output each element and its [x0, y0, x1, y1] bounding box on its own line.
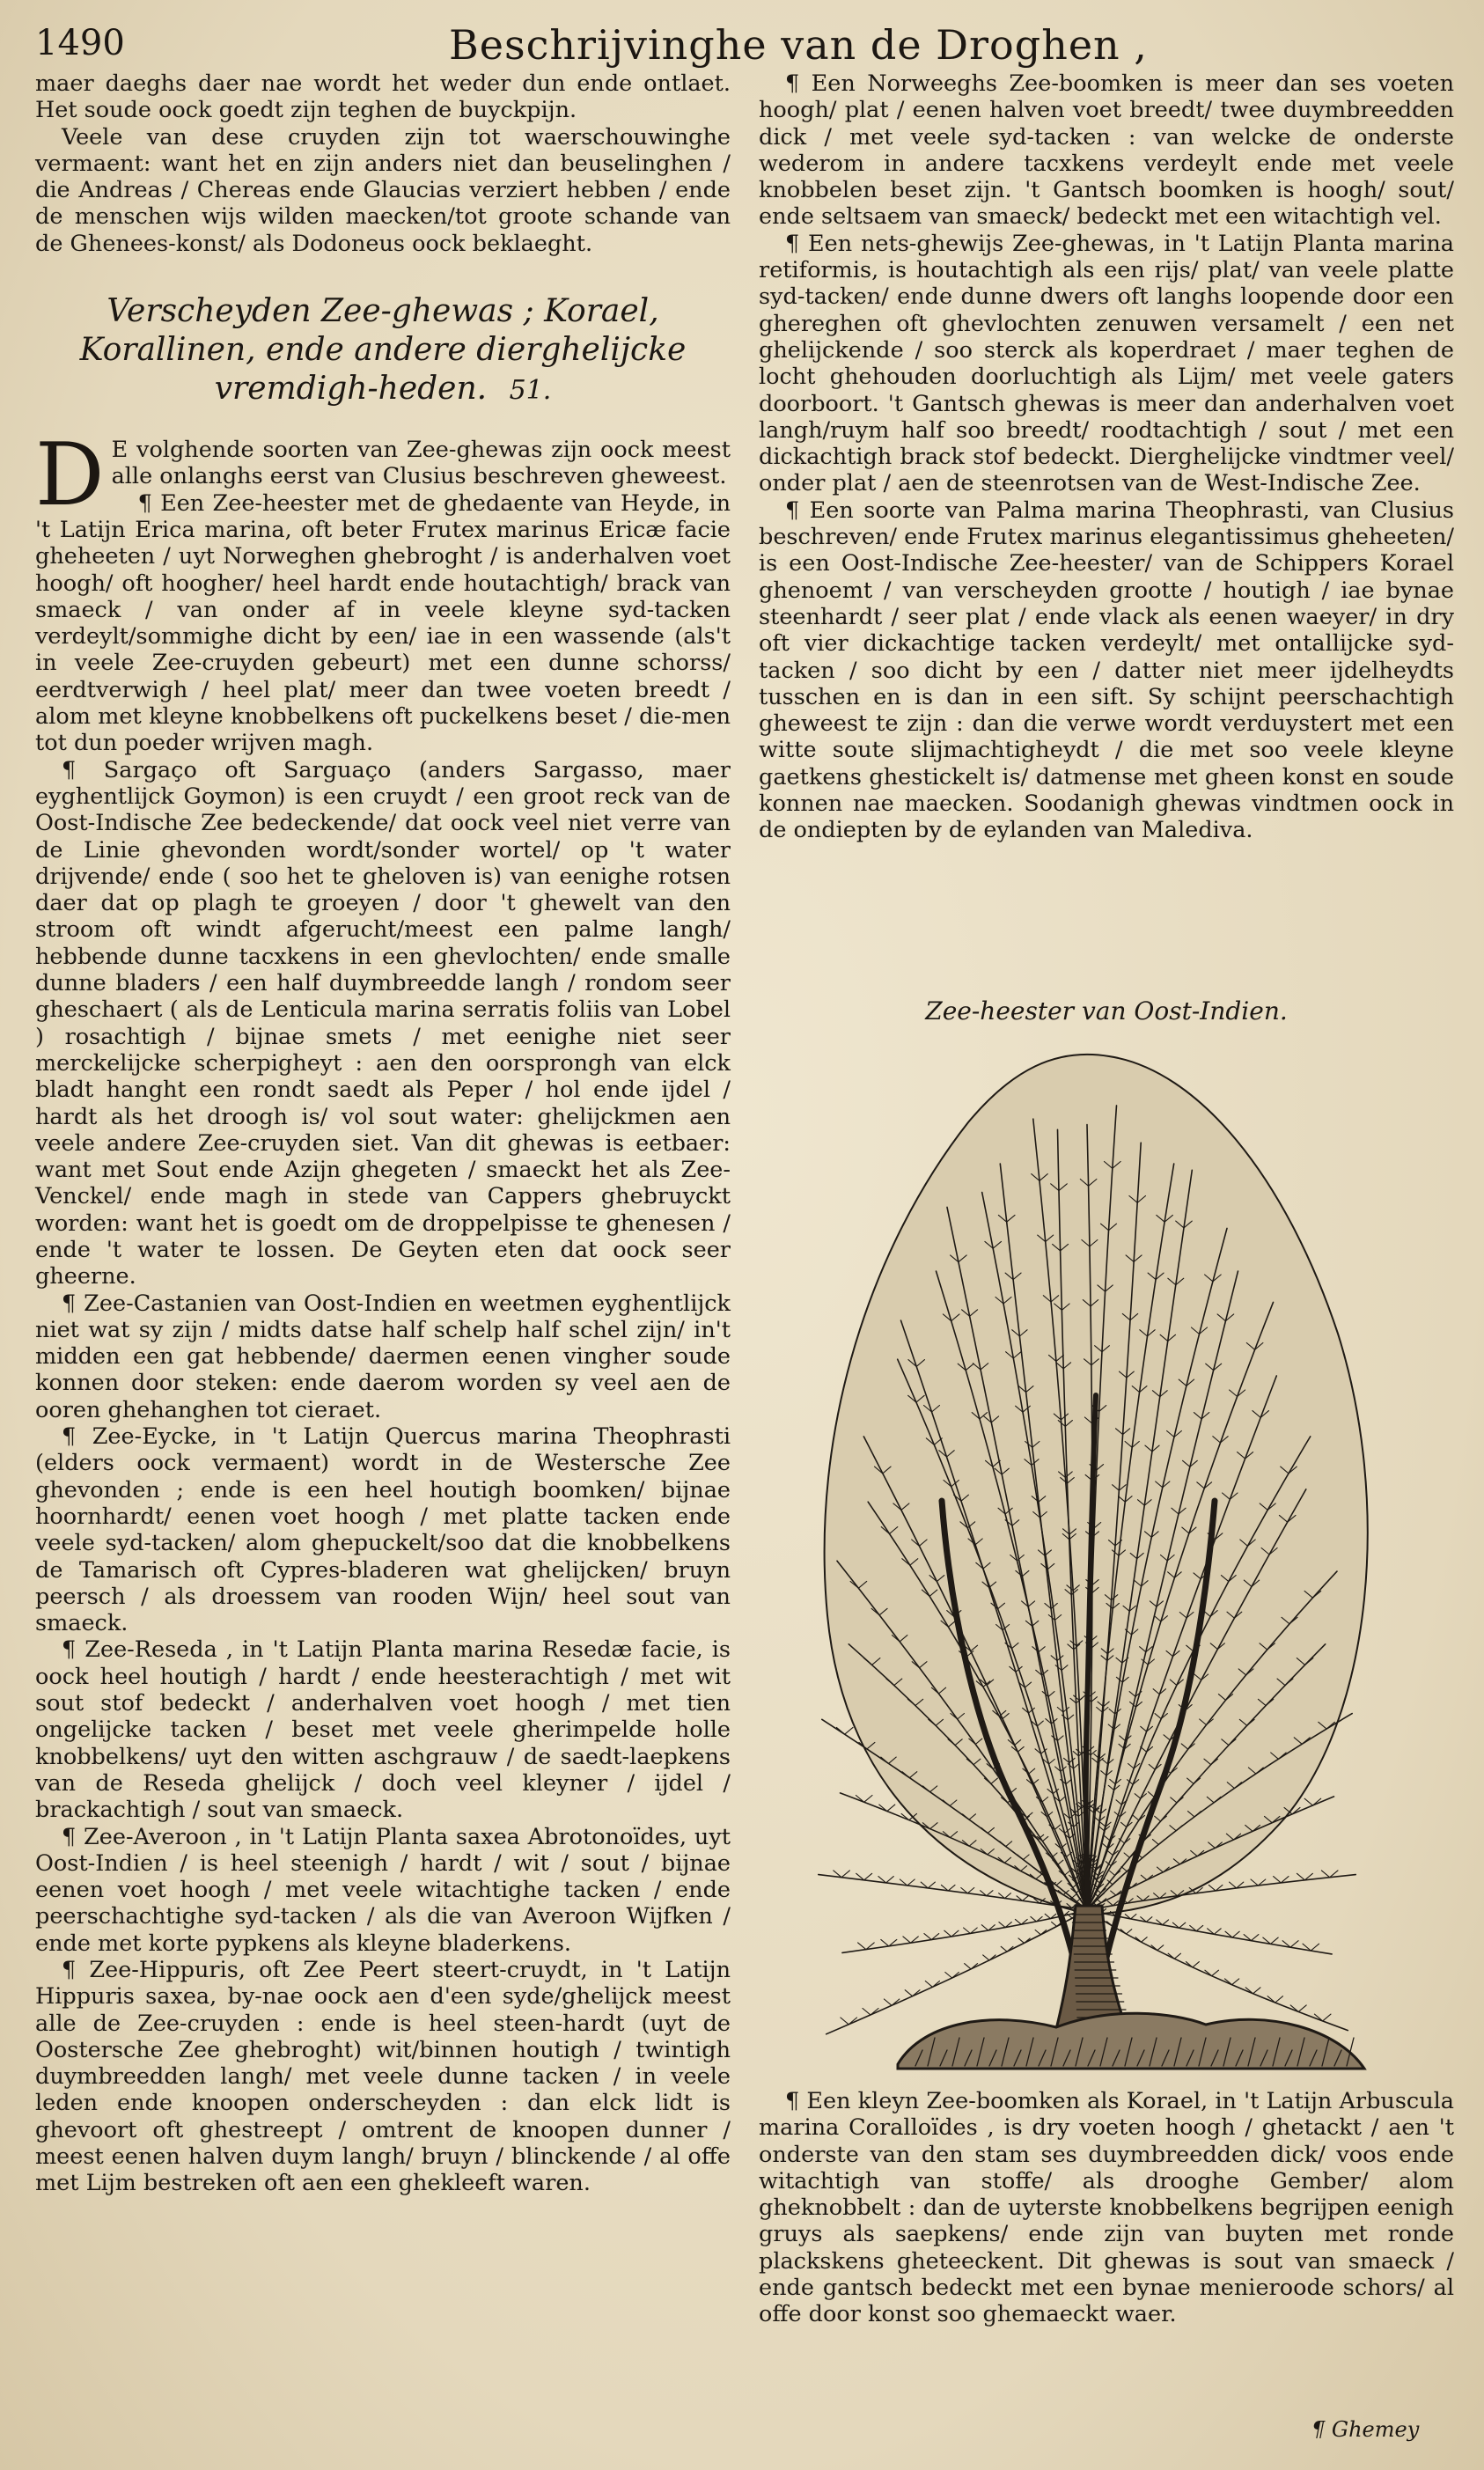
entry-zee-eycke: ¶ Zee-Eycke, in 't Latijn Quercus marina Theophrasti (elders oock vermaent) wordt in de Westersche Zee ghevonden ; ende is een heel houtigh boomken/ bijnae hoornhardt/ eenen voet hoogh / met platte tacken ende veele syd-tacken/ alom ghepuckelt/soo dat die knobbelkens de Tamarisch oft Cypres-bladeren wat ghelijcken/ bruyn peersch / als droessem van rooden Wijn/ heel sout van smaeck. [35, 1423, 731, 1637]
opening-text: E volghende soorten van Zee-ghewas zijn oock meest alle onlanghs eerst van Clusius beschreven gheweest. [111, 437, 731, 490]
page-number: 1490 [35, 23, 125, 63]
entry-zee-reseda: ¶ Zee-Reseda , in 't Latijn Planta marina Resedæ facie, is oock heel houtigh / hardt / ende heesterachtigh / met wit sout stof bedeckt / anderhalven voet hoogh / met tien ongelijcke tacken / beset met veele gherimpelde holle knobbelkens/ uyt den witten aschgrauw / de saedt-laepkens van de Reseda ghelijck / doch veel kleyner / ijdel / brackachtigh / sout van smaeck. [35, 1636, 731, 1824]
entry-zee-hippuris: ¶ Zee-Hippuris, oft Zee Peert steert-cruydt, in 't Latijn Hippuris saxea, by-nae oock aen d'een syde/ghelijck meest alle de Zee-cruyden : ende is heel steen-hardt (uyt de Oostersche Zee ghebroght) wit/binnen houtigh / twintigh duymbreedden langh/ met veele dunne tacken / in veele leden ende knoopen onderscheyden : dan elck lidt is ghevoort oft ghestreept / omtrent de knoopen dunner / meest eenen halven duym langh/ bruyn / blinckende / al offe met Lijm bestreken oft aen een ghekleeft waren. [35, 1957, 731, 2197]
right-column [759, 70, 1454, 844]
page-header [35, 16, 1444, 69]
opening-paragraph [35, 425, 731, 526]
intro-paragraph-2: Veele van dese cruyden zijn tot waerschouwinghe vermaent: want het en zijn anders niet dan beuselinghen / die Andreas / Chereas ende Glaucias verziert hebben / ende de menschen wijs wilden maecken/tot groote schande van de Ghenees-konst/ als Dodoneus oock beklaeght. [35, 123, 731, 257]
section-title: Verscheyden Zee-ghewas ; Korael, Korallinen, ende andere dierghelijcke vremdigh-heden. [79, 293, 687, 408]
drop-cap: D [35, 425, 105, 526]
entry-norweeghs-boomken: ¶ Een Norweeghs Zee-boomken is meer dan ses voeten hoogh/ plat / eenen halven voet breedt/ twee duymbreedden dick / met veele syd-tacken : van welcke de onderste wederom in andere tacxkens verdeylt ende met veele knobbelen beset zijn. 't Gantsch boomken is hoogh/ sout/ ende seltsaem van smaeck/ bedeckt met een witachtigh vel. [759, 70, 1454, 231]
entry-nets-ghewas: ¶ Een nets-ghewijs Zee-ghewas, in 't Latijn Planta marina retiformis, is houtachtigh als een rijs/ plat/ van veele platte syd-tacken/ ende dunne dwers oft langhs loopende door een ghereghen oft ghevlochten zenuwen versamelt / een net ghelijckende / soo sterck als koperdraet / maer teghen de locht ghehouden doorluchtigh als Lijm/ met veele gaters doorboort. 't Gantsch ghewas is meer dan anderhalven voet langh/ruym half soo breedt/ roodtachtigh / sout / met een dickachtigh brack stof bedeckt. Dierghelijcke vindtmer veel/ onder plat / aen de steenrotsen van de West-Indische Zee. [759, 230, 1454, 497]
entry-zee-averoon: ¶ Zee-Averoon , in 't Latijn Planta saxea Abrotonoïdes, uyt Oost-Indien / is heel steenigh / hardt / wit / sout / bijnae eenen voet hoogh / met veele witachtighe tacken / ende peerschachtighe syd-tacken / als die van Averoon Wijfken / ende met korte pypkens als kleyne bladerkens. [35, 1823, 731, 1957]
entry-erica-marina: ¶ Een Zee-heester met de ghedaente van Heyde, in 't Latijn Erica marina, oft beter Frutex marinus Ericæ facie gheheeten / uyt Norweghen ghebroght / is anderhalven voet hoogh/ oft hoogher/ heel hardt ende houtachtigh/ brack van smaeck / van onder af in veele kleyne syd-tacken verdeylt/sommighe dicht by een/ iae in een wassende (als't in veele Zee-cruyden gebeurt) met een dunne schorss/ eerdtverwigh / heel plat/ meer dan twee voeten breedt / alom met kleyne knobbelkens oft puckelkens beset / die-men tot dun poeder wrijven magh. [35, 489, 731, 757]
entry-zee-castanien: ¶ Zee-Castanien van Oost-Indien en weetmen eyghentlijck niet wat sy zijn / midts datse half schelp half schel zijn/ in't midden een gat hebbende/ daermen eenen vingher soude konnen door steken: ende daerom worden sy veel aen de ooren ghehanghen tot cieraet. [35, 1290, 731, 1423]
entry-palma-marina: ¶ Een soorte van Palma marina Theophrasti, van Clusius beschreven/ ende Frutex marinus elegantissimus gheheeten/ is een Oost-Indische Zee-heester/ van de Schippers Korael ghenoemt / van verscheyden grootte / houtigh / iae bynae steenhardt / seer plat / ende vlack als eenen waeyer/ in dry oft vier dickachtige tacken verdeylt/ met ontallijcke syd-tacken / soo dicht by een / datter niet meer ijdelheydts tusschen en is dan in een sift. Sy schijnt peerschachtigh gheweest te zijn : dan die verwe wordt verduystert met een witte soute slijmachtigheydt / die met soo veele kleyne gaetkens ghestickelt is/ datmense met gheen konst en soude konnen nae maecken. Soodanigh ghewas vindtmen oock in de ondiepten by de eylanden van Malediva. [759, 496, 1454, 844]
figure-caption: Zee-heester van Oost-Indien. [925, 996, 1288, 1025]
rock-base [898, 2013, 1364, 2069]
running-title: Beschrijvinghe van de Droghen , [449, 21, 1148, 69]
sea-fan-engraving [792, 1043, 1391, 2082]
right-bottom-column [759, 2088, 1454, 2328]
catchword: ¶ Ghemey [1311, 2417, 1420, 2442]
section-number: 51. [509, 375, 552, 407]
section-heading [35, 292, 731, 410]
left-column [35, 70, 731, 2197]
entry-kleyn-boomken: ¶ Een kleyn Zee-boomken als Korael, in 't Latijn Arbuscula marina Coralloïdes , is dry voeten hoogh / ghetackt / aen 't onderste van den stam ses duymbreedden dick/ voos ende witachtigh van stoffe/ als drooghe Gember/ alom gheknobbelt : dan de uyterste knobbelkens begrijpen eenigh gruys als saepkens/ ende zijn van buyten met ronde plackskens gheteeckent. Dit ghewas is sout van smaeck / ende gantsch bedeckt met een bynae menieroode schors/ al offe door konst soo ghemaeckt waer. [759, 2088, 1454, 2328]
intro-paragraph-1: maer daeghs daer nae wordt het weder dun ende ontlaet. Het soude oock goedt zijn teghen de buyckpijn. [35, 70, 731, 124]
entry-sargaco: ¶ Sargaço oft Sarguaço (anders Sargasso, maer eyghentlijck Goymon) is een cruydt / een groot reck van de Oost-Indische Zee bedeckende/ dat oock veel niet verre van de Linie ghevonden wordt/sonder wortel/ op 't water drijvende/ ende ( soo het te gheloven is) van eenighe rotsen daer dat op plagh te groeyen / door 't ghewelt van den stroom oft windt afgerucht/meest een palme langh/ hebbende dunne tacxkens in een ghevlochten/ ende smalle dunne bladers / een half duymbreedde langh / rondom seer gheschaert ( als de Lenticula marina serratis foliis van Lobel ) rosachtigh / bijnae smets / met eenighe niet seer merckelijcke scherpigheyt : aen den oorsprongh van elck bladt hanght een rondt saedt als Peper / hol ende ijdel / hardt als het droogh is/ vol sout water: ghelijckmen aen veele andere Zee-cruyden siet. Van dit ghewas is eetbaer: want met Sout ende Azijn ghegeten / smaeckt het als Zee-Venckel/ ende magh in stede van Cappers ghebruyckt worden: want het is goedt om de droppelpisse te ghenesen / ende 't water te lossen. De Geyten eten dat oock seer gheerne. [35, 756, 731, 1290]
